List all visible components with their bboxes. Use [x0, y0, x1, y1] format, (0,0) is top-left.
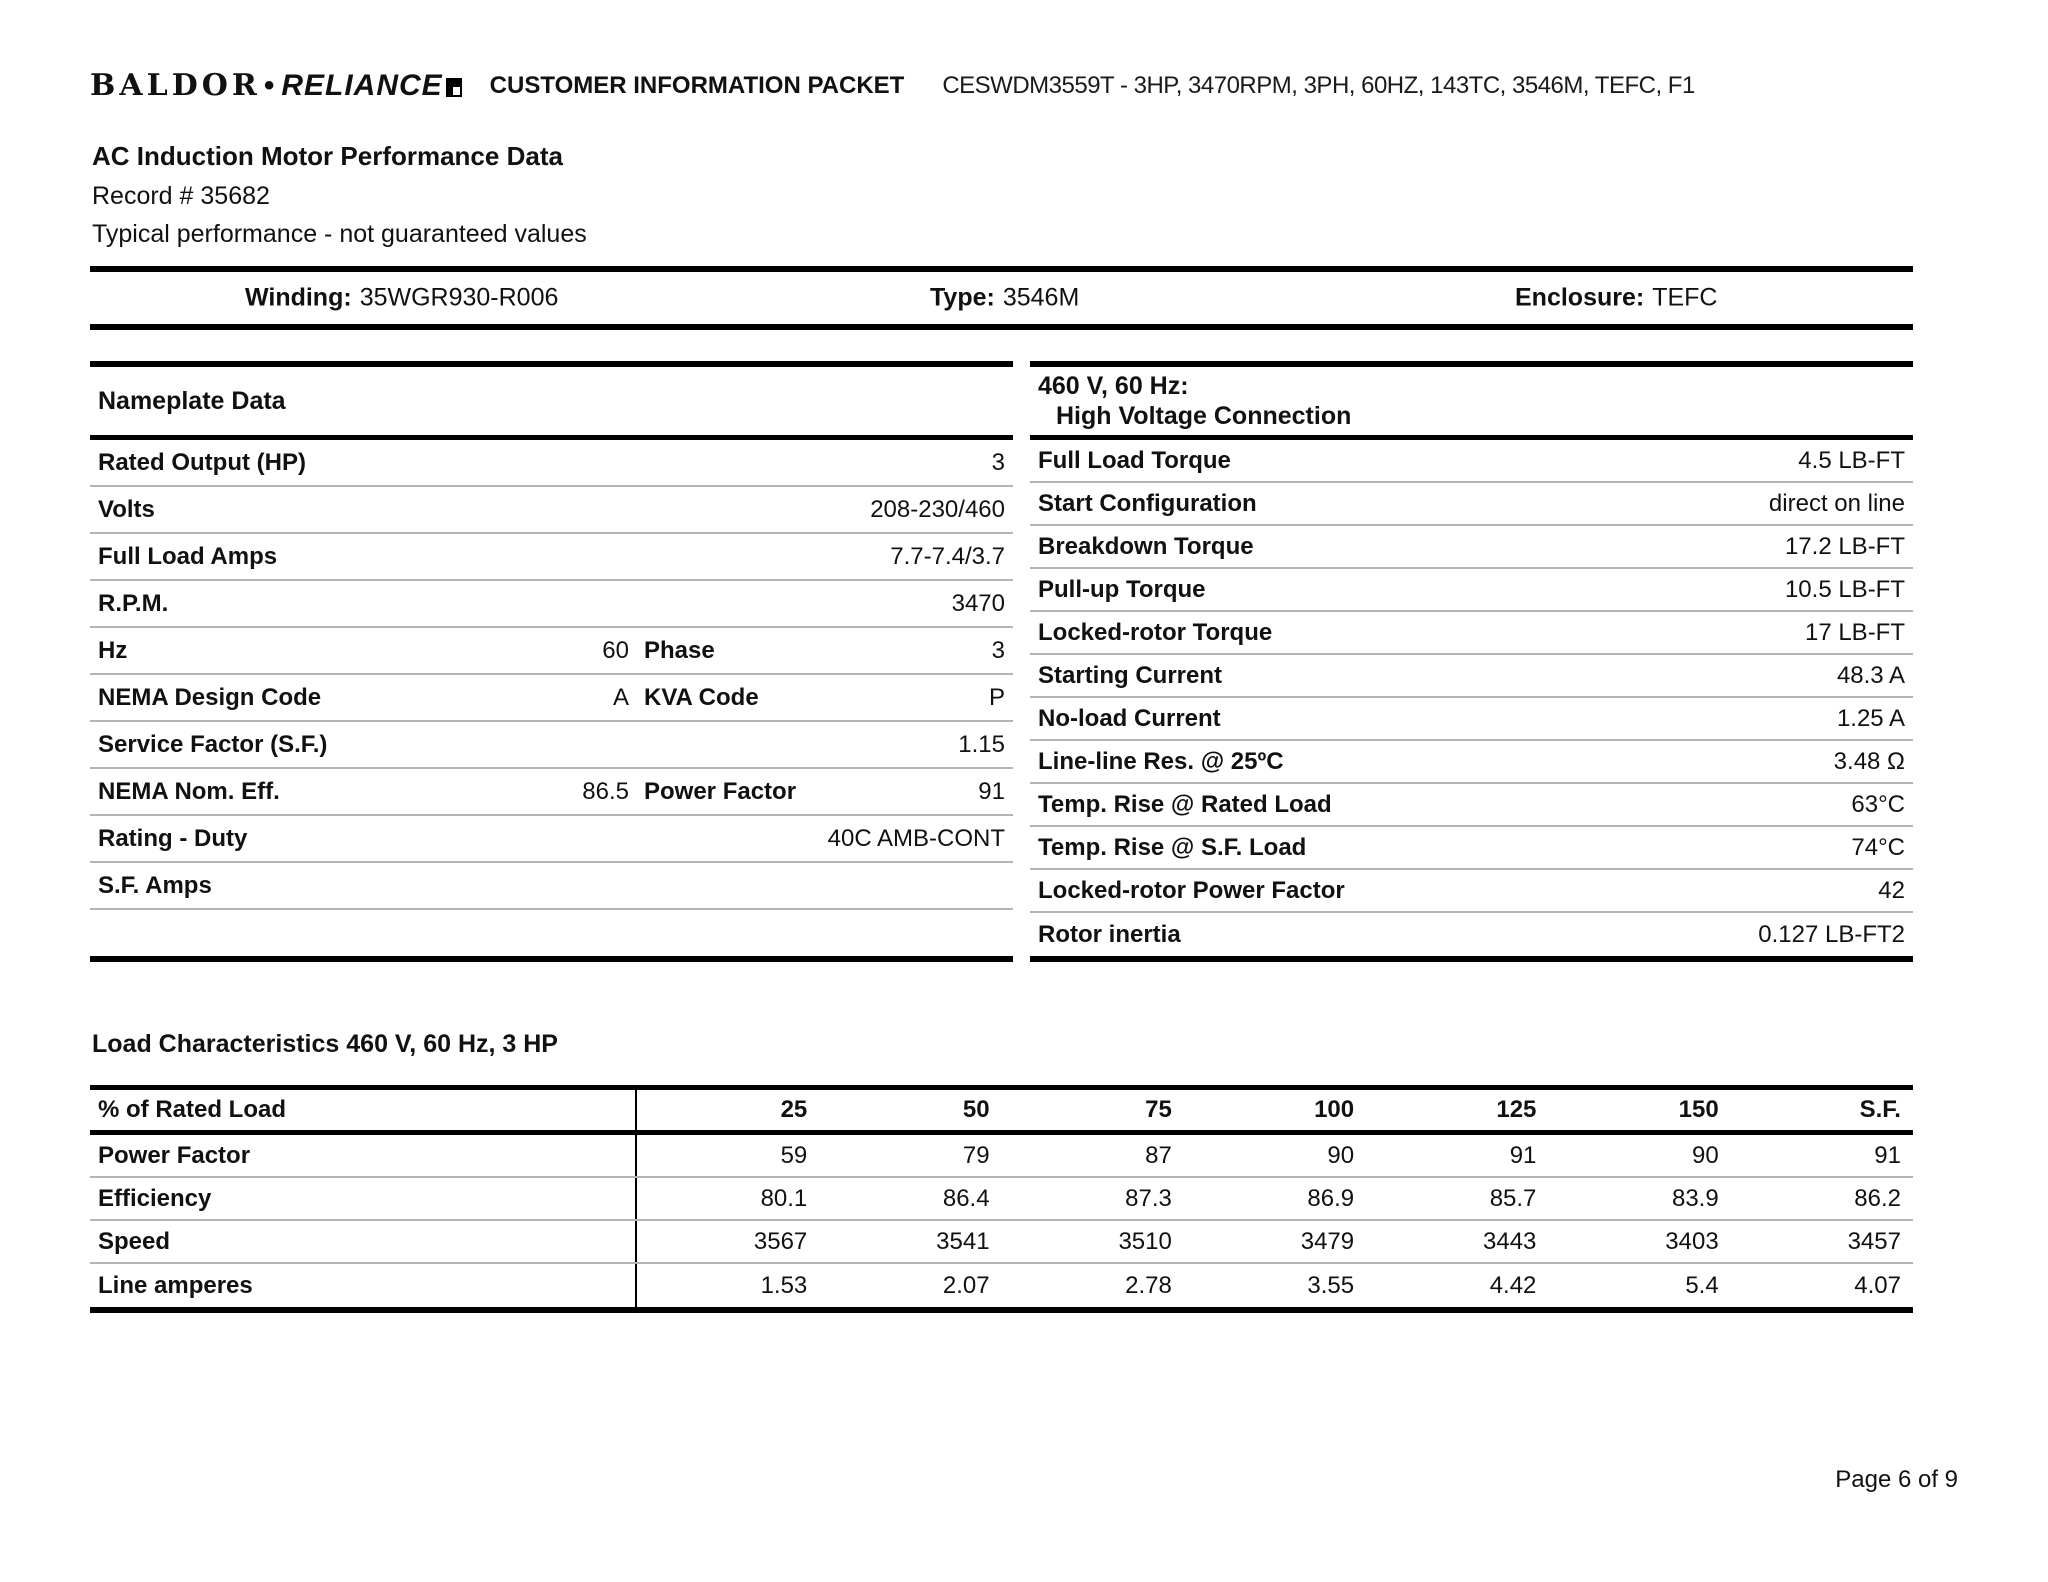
cell-value: 2.78	[1125, 1271, 1172, 1299]
cell-value: 85.7	[1489, 1184, 1537, 1212]
row-value: 17.2 LB-FT	[1784, 532, 1905, 560]
hv-row	[1030, 913, 1913, 956]
row-value: 4.5 LB-FT	[1798, 446, 1905, 474]
load-column-header: 75	[1145, 1096, 1172, 1123]
row-value: 40C AMB-CONT	[827, 824, 1005, 852]
load-header-label: % of Rated Load	[90, 1090, 637, 1130]
type-value: 3546M	[1002, 283, 1080, 312]
row-label: Pull-up Torque	[1038, 575, 1206, 603]
winding-value: 35WGR930-R006	[359, 283, 559, 312]
high-voltage-connection-table	[1030, 361, 1913, 962]
cell-value: 3457	[1847, 1227, 1901, 1255]
hv-row	[1030, 698, 1913, 741]
nameplate-rows	[90, 440, 1013, 910]
winding-label: Winding:	[245, 283, 352, 312]
enclosure-field	[1515, 284, 1717, 313]
row-value: 3	[991, 636, 1005, 664]
row-label: Rated Output (HP)	[98, 448, 306, 476]
hv-header-line1: 460 V, 60 Hz:	[1038, 372, 1189, 400]
row-label: Start Configuration	[1038, 489, 1257, 517]
record-number: Record # 35682	[92, 182, 270, 210]
nameplate-row	[90, 722, 1013, 769]
nameplate-blank-row	[90, 910, 1013, 954]
row-value: 42	[1878, 876, 1905, 904]
row-value: 0.127 LB-FT2	[1758, 920, 1905, 948]
hv-row	[1030, 440, 1913, 483]
hv-table-header	[1030, 367, 1913, 440]
row-value: 208-230/460	[870, 495, 1005, 523]
row-label: Line amperes	[90, 1264, 637, 1307]
load-column-header: S.F.	[1859, 1096, 1901, 1123]
hv-row	[1030, 827, 1913, 870]
row-value: 17 LB-FT	[1804, 618, 1905, 646]
cell-value: 3479	[1300, 1227, 1355, 1255]
hv-row	[1030, 526, 1913, 569]
row-label: Full Load Amps	[98, 542, 278, 570]
hv-row	[1030, 741, 1913, 784]
row-value: 1.15	[958, 730, 1005, 758]
nameplate-row	[90, 769, 1013, 816]
nameplate-row	[90, 534, 1013, 581]
title-block	[92, 141, 587, 258]
packet-title: CUSTOMER INFORMATION PACKET	[489, 71, 905, 99]
cell-value: 86.9	[1307, 1184, 1355, 1212]
cell-value: 87.3	[1125, 1184, 1172, 1212]
load-table-row	[90, 1135, 1913, 1178]
cell-value: 86.4	[942, 1184, 990, 1212]
row-label: NEMA Nom. Eff.	[98, 777, 280, 805]
cell-value: 4.42	[1489, 1271, 1537, 1299]
row-mid-value: A	[612, 683, 629, 711]
hv-row	[1030, 784, 1913, 827]
row-label: Efficiency	[90, 1178, 637, 1219]
cell-value: 3510	[1118, 1227, 1172, 1255]
cell-value: 3567	[753, 1227, 808, 1255]
enclosure-value: TEFC	[1652, 283, 1718, 312]
nameplate-row	[90, 628, 1013, 675]
row-label: Starting Current	[1038, 661, 1223, 689]
load-column-header: 125	[1496, 1096, 1537, 1123]
row-label: Full Load Torque	[1038, 446, 1231, 474]
winding-field	[245, 284, 558, 313]
cell-value: 90	[1327, 1141, 1355, 1169]
row-label: NEMA Design Code	[98, 683, 322, 711]
reliance-wordmark: RELIANCE	[281, 68, 443, 102]
nameplate-row	[90, 487, 1013, 534]
row-label: Temp. Rise @ S.F. Load	[1038, 833, 1307, 861]
cell-value: 87	[1145, 1141, 1172, 1169]
cell-value: 91	[1874, 1141, 1901, 1169]
load-table-row	[90, 1221, 1913, 1264]
cell-value: 1.53	[760, 1271, 808, 1299]
row-label: Rotor inertia	[1038, 920, 1181, 948]
page-title: AC Induction Motor Performance Data	[92, 141, 563, 171]
performance-tables	[90, 361, 1913, 962]
row-label: Breakdown Torque	[1038, 532, 1254, 560]
row-value: 74°C	[1851, 833, 1905, 861]
cell-value: 79	[962, 1141, 990, 1169]
row-mid-value: 86.5	[582, 777, 629, 805]
row-label: Rating - Duty	[98, 824, 248, 852]
row-value: 63°C	[1851, 790, 1905, 818]
enclosure-label: Enclosure:	[1515, 283, 1645, 312]
row-label: Line-line Res. @ 25ºC	[1038, 747, 1284, 775]
nameplate-row	[90, 440, 1013, 487]
load-column-header: 150	[1678, 1096, 1719, 1123]
cell-value: 3403	[1665, 1227, 1719, 1255]
hv-row	[1030, 612, 1913, 655]
load-table-row	[90, 1178, 1913, 1221]
row-value: P	[988, 683, 1005, 711]
row-value: direct on line	[1768, 489, 1905, 517]
load-characteristics-section	[90, 1030, 1913, 1313]
row-label: Locked-rotor Torque	[1038, 618, 1273, 646]
row-label: S.F. Amps	[98, 871, 212, 899]
nameplate-row	[90, 816, 1013, 863]
baldor-reliance-logo	[90, 68, 462, 103]
row-label: Service Factor (S.F.)	[98, 730, 328, 758]
page-number: Page 6 of 9	[1835, 1466, 1958, 1493]
nameplate-row	[90, 581, 1013, 628]
row-value: 1.25 A	[1836, 704, 1905, 732]
row-second-label: Phase	[644, 636, 715, 664]
load-table-row	[90, 1264, 1913, 1307]
nameplate-title: Nameplate Data	[98, 386, 286, 415]
hv-row	[1030, 483, 1913, 526]
row-label: No-load Current	[1038, 704, 1221, 732]
cell-value: 83.9	[1671, 1184, 1719, 1212]
type-label: Type:	[930, 283, 995, 312]
model-description: CESWDM3559T - 3HP, 3470RPM, 3PH, 60HZ, 143TC, 3546M, TEFC, F1	[942, 71, 1695, 99]
row-label: Temp. Rise @ Rated Load	[1038, 790, 1332, 818]
row-value: 3	[991, 448, 1005, 476]
hv-row	[1030, 870, 1913, 913]
row-value: 3470	[951, 589, 1005, 617]
nameplate-row	[90, 675, 1013, 722]
hv-row	[1030, 569, 1913, 612]
row-label: Locked-rotor Power Factor	[1038, 876, 1345, 904]
hv-header-line2: High Voltage Connection	[1056, 402, 1352, 430]
cell-value: 3.55	[1307, 1271, 1355, 1299]
row-value: 3.48 Ω	[1833, 747, 1905, 775]
row-label: R.P.M.	[98, 589, 169, 617]
cell-value: 90	[1691, 1141, 1719, 1169]
cell-value: 2.07	[942, 1271, 990, 1299]
winding-summary-bar	[90, 266, 1913, 330]
row-label: Power Factor	[90, 1135, 637, 1176]
load-table-header-row	[90, 1090, 1913, 1135]
reliance-trademark-icon	[446, 78, 462, 97]
hv-rows	[1030, 440, 1913, 956]
type-field	[930, 284, 1079, 313]
nameplate-table-header	[90, 367, 1013, 440]
row-value: 48.3 A	[1836, 661, 1905, 689]
cell-value: 91	[1509, 1141, 1537, 1169]
performance-note: Typical performance - not guaranteed values	[92, 220, 587, 248]
nameplate-table	[90, 361, 1013, 962]
baldor-wordmark: BALDOR	[90, 68, 261, 103]
row-second-label: Power Factor	[644, 777, 797, 805]
cell-value: 59	[780, 1141, 808, 1169]
row-label: Volts	[98, 495, 155, 523]
row-label: Hz	[98, 636, 128, 664]
row-value: 10.5 LB-FT	[1784, 575, 1905, 603]
row-second-label: KVA Code	[644, 683, 759, 711]
cell-value: 4.07	[1854, 1271, 1901, 1299]
row-value: 7.7-7.4/3.7	[890, 542, 1005, 570]
load-column-header: 100	[1314, 1096, 1355, 1123]
load-characteristics-title: Load Characteristics 460 V, 60 Hz, 3 HP	[92, 1030, 558, 1058]
row-label: Speed	[90, 1221, 637, 1262]
load-column-header: 25	[780, 1096, 808, 1123]
cell-value: 3541	[936, 1227, 990, 1255]
cell-value: 80.1	[760, 1184, 808, 1212]
cell-value: 5.4	[1685, 1271, 1719, 1299]
cell-value: 3443	[1483, 1227, 1537, 1255]
row-mid-value: 60	[602, 636, 629, 664]
logo-dot-separator: •	[263, 68, 275, 102]
hv-row	[1030, 655, 1913, 698]
row-value: 91	[978, 777, 1005, 805]
page-header	[90, 68, 1695, 103]
load-characteristics-table	[90, 1085, 1913, 1313]
nameplate-row	[90, 863, 1013, 910]
cell-value: 86.2	[1854, 1184, 1901, 1212]
load-column-header: 50	[962, 1096, 990, 1123]
